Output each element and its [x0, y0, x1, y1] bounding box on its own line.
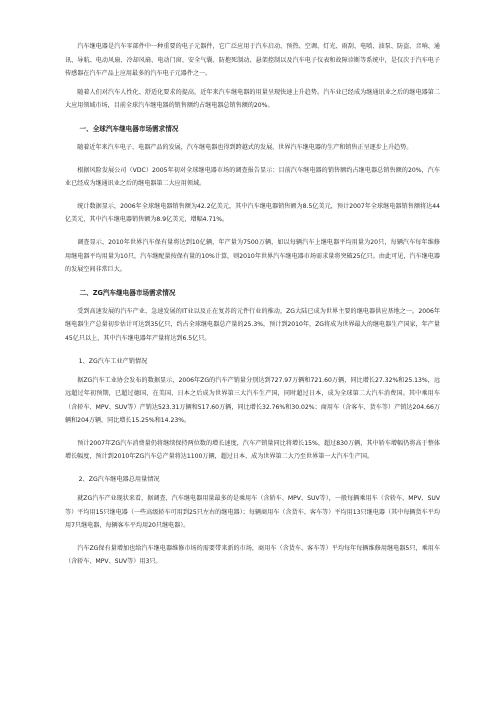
- body-paragraph: 汽车ZG保有量增加也给汽车继电器维修市场的需要带来新的市场，商用车（含货车、客车等）平均每年每辆维修用继电器5只，乘用车（含轿车、MPV、SUV等）用3只。: [65, 544, 440, 566]
- body-paragraph: 预计2007年ZG汽车消费量仍将继续保持两位数的增长速度，汽车产销量同比将增长15%，超过830万辆，其中轿车增幅仍将高于整体增长幅度，预计到2010年ZG汽车总产量将达1100万辆，超过日本，成为世界第二大乃至世界第一大汽车生产国。: [65, 439, 440, 461]
- body-paragraph: 根据风险发展公司（VDC）2005年初对全球继电器市场的调查报告显示：目前汽车继电器的销售额约占继电器总销售额的20%，汽车业已经成为继通讯业之后的继电器第二大应用领域。: [65, 166, 440, 188]
- intro-paragraph: 汽车继电器是汽车零部件中一种重要的电子元器件，它广泛应用于汽车启动、预热、空调、灯光、雨刮、电喷、油泵、防盗、音响、通讯、导航、电动风扇、冷却风扇、电动门窗、安全气囊、防抱死制动、悬架控制以及汽车电子仪表和故障诊断等系统中，是仅次于汽车电子传感器在汽车产品上应用最多的汽车电子元器件之一。: [65, 43, 440, 78]
- intro-paragraph: 随着人们对汽车人性化、舒适化要求的提高，近年来汽车继电器的用量呈现快速上升趋势。汽车业已经成为继通讯业之后的继电器第二大应用领域市场，目前全球汽车继电器的销售额约占继电器总销售额的20%。: [65, 88, 440, 110]
- body-paragraph: 据ZG汽车工业协会发布的数据显示，2006年ZG的汽车产销量分别达到727.97万辆和721.60万辆，同比增长27.32%和25.13%，远远超过年初预期，已超过德国，在美国、日本之后成为世界第三大汽车生产国，同时超过日本，成为全球第二大汽车消费国。其中乘用车（含轿车、MPV、SUV等）产销达523.31万辆和517.60万辆，同比增长32.76%和30.02%；商用车（含客车、货车等）产销达204.66万辆和204万辆，同比增长15.25%和14.23%。: [65, 376, 440, 425]
- subsection-heading-industry: 1、ZG汽车工业产销情况: [78, 357, 148, 365]
- body-paragraph: 统计数据显示，2006年全球继电器销售额为42.2亿美元，其中汽车继电器销售额为8.5亿美元，预计2007年全球继电器销售额将达44亿美元，其中汽车继电器销售额为8.9亿美元，增幅4.71%。: [65, 202, 440, 224]
- body-paragraph: 受到高速发展的汽车产业、急速发展的IT业以及正在复苏的元件行业的推动，ZG大陆已成为世界主要的继电器供应基地之一。2006年继电器生产总量初步估计可达到35亿只，约占全球继电器总产量的25.3%，预计到2010年，ZG将成为世界最大的继电器生产国家，年产量45亿只以上，其中汽车继电器年产量将达到6.5亿只。: [65, 307, 440, 342]
- body-paragraph: 随着近年来汽车电子、电器产品的发展，汽车继电器也得到跨越式的发展，世界汽车继电器的生产和销售正呈逐步上升趋势。: [77, 143, 413, 151]
- section-heading-china: 二、ZG汽车继电器市场需求情况: [79, 288, 176, 297]
- document-page: [65, 40, 440, 569]
- subsection-heading-usage: 2、ZG汽车继电器总用量情况: [78, 476, 160, 484]
- body-paragraph: 就ZG汽车产业现状来看，据调查，汽车继电器用量最多的是乘用车（含轿车、MPV、SUV等），一般每辆乘用车（含轿车、MPV、SUV等）平均用15只继电器（一些高级轿车可用到25只左右的继电器）；每辆商用车（含货车、客车等）平均用13只继电器（其中每辆货车平均用7只继电器，每辆客车平均用20只继电器）。: [65, 495, 440, 530]
- body-paragraph: 调查显示，2010年世界汽车保有量将达到10亿辆，年产量为7500万辆，如以每辆汽车上继电器平均用量为20只，每辆汽车每年维修用继电器平均用量为10只，汽车继配量按保有量的10%计算，则2010年世界汽车继电器市场需求量将突破25亿只。由此可见，汽车继电器的发展空间非常巨大。: [65, 238, 440, 274]
- section-heading-global: 一、全球汽车继电器市场需求情况: [79, 124, 179, 133]
